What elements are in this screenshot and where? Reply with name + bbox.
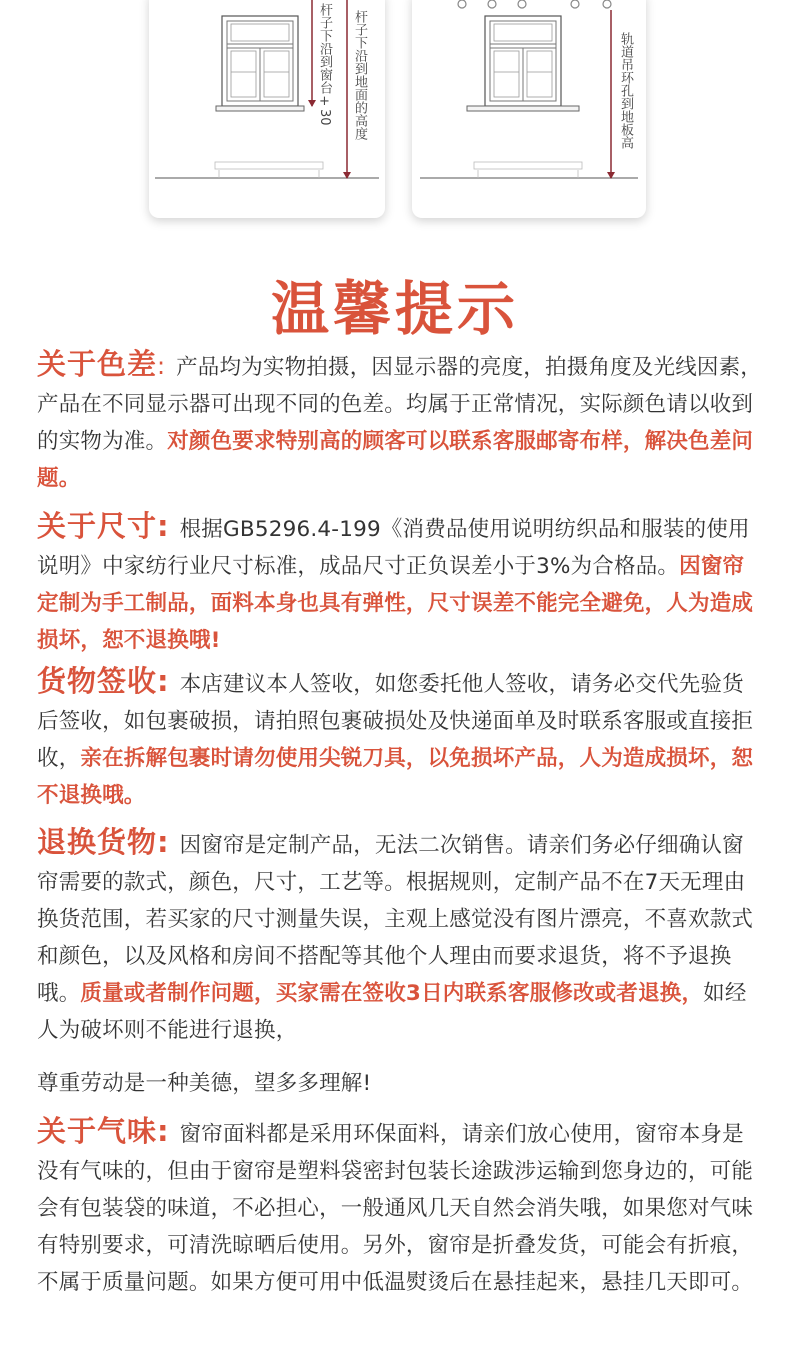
window-track-illustration <box>412 0 646 218</box>
section-receipt <box>37 663 762 814</box>
window-rod-illustration <box>149 0 385 218</box>
section-heading: 退换货物: <box>37 825 170 859</box>
section-odor <box>37 1113 762 1301</box>
section-heading: 货物签收: <box>37 664 170 698</box>
page-title: 温馨提示 <box>270 275 519 343</box>
section-size <box>37 508 762 659</box>
section-returns <box>37 824 762 1102</box>
section-heading: 关于色差 <box>37 347 158 381</box>
section-highlight: 对颜色要求特别高的顾客可以联系客服邮寄布样，解决色差问题。 <box>37 429 754 491</box>
section-highlight: 亲在拆解包裹时请勿使用尖锐刀具，以免损坏产品，人为造成损坏，恕不退换哦。 <box>37 746 754 808</box>
section-heading: 关于气味: <box>37 1114 170 1148</box>
section-closing-note: 尊重劳动是一种美德，望多多理解! <box>37 1071 372 1096</box>
section-heading-colon: : <box>157 352 167 380</box>
rod-to-sill-number: 30 <box>317 109 332 126</box>
section-highlight: 因窗帘定制为手工制品，面料本身也具有弹性，尺寸误差不能完全避免，人为造成损坏，恕不退换哦! <box>37 554 754 653</box>
section-color-difference <box>37 346 762 497</box>
rod-to-sill-text: 杆子下沿到窗台+ <box>317 3 332 109</box>
section-text: 本店建议本人签收，如您委托他人签收，请务必交代先验货后签收，如包裹破损，请拍照包裹破损处及快递面单及时联系客服或直接拒收， <box>37 672 754 771</box>
track-to-floor-label: 轨道吊环孔到地板高 <box>618 32 633 149</box>
section-text-2: 如经人为破坏则不能进行退换， <box>37 981 747 1043</box>
section-text: 产品均为实物拍摄，因显示器的亮度，拍摄角度及光线因素，产品在不同显示器可出现不同的色差。均属于正常情况，实际颜色请以收到的实物为准。 <box>37 355 763 454</box>
section-text: 因窗帘是定制产品，无法二次销售。请亲们务必仔细确认窗帘需要的款式，颜色，尺寸，工艺等。根据规则，定制产品不在7天无理由换货范围，若买家的尺寸测量失误，主观上感觉没有图片漂亮，不喜欢款式和颜色，以及风格和房间不搭配等其他个人理由而要求退货，将不予退换哦。 <box>37 833 754 1006</box>
rod-measurement-card <box>149 0 385 218</box>
track-measurement-card <box>412 0 646 218</box>
measurement-diagrams <box>0 0 790 240</box>
section-heading: 关于尺寸: <box>37 509 170 543</box>
section-text: 根据GB5296.4-199《消费品使用说明纺织品和服装的使用说明》中家纺行业尺寸标准，成品尺寸正负误差小于3%为合格品。 <box>37 517 750 579</box>
section-text: 窗帘面料都是采用环保面料，请亲们放心使用，窗帘本身是没有气味的，但由于窗帘是塑料袋密封包装长途跋涉运输到您身边的，可能会有包装袋的味道，不必担心，一般通风几天自然会消失哦，如果您对气味有特别要求，可清洗晾晒后使用。另外，窗帘是折叠发货，可能会有折痕，不属于质量问题。如果方便可用中低温熨烫后在悬挂起来，悬挂几天即可。 <box>37 1122 754 1295</box>
rod-to-floor-label: 杆子下沿到地面的高度 <box>352 10 367 140</box>
rod-to-sill-label <box>317 3 332 126</box>
section-highlight: 质量或者制作问题，买家需在签收3日内联系客服修改或者退换， <box>80 981 704 1006</box>
